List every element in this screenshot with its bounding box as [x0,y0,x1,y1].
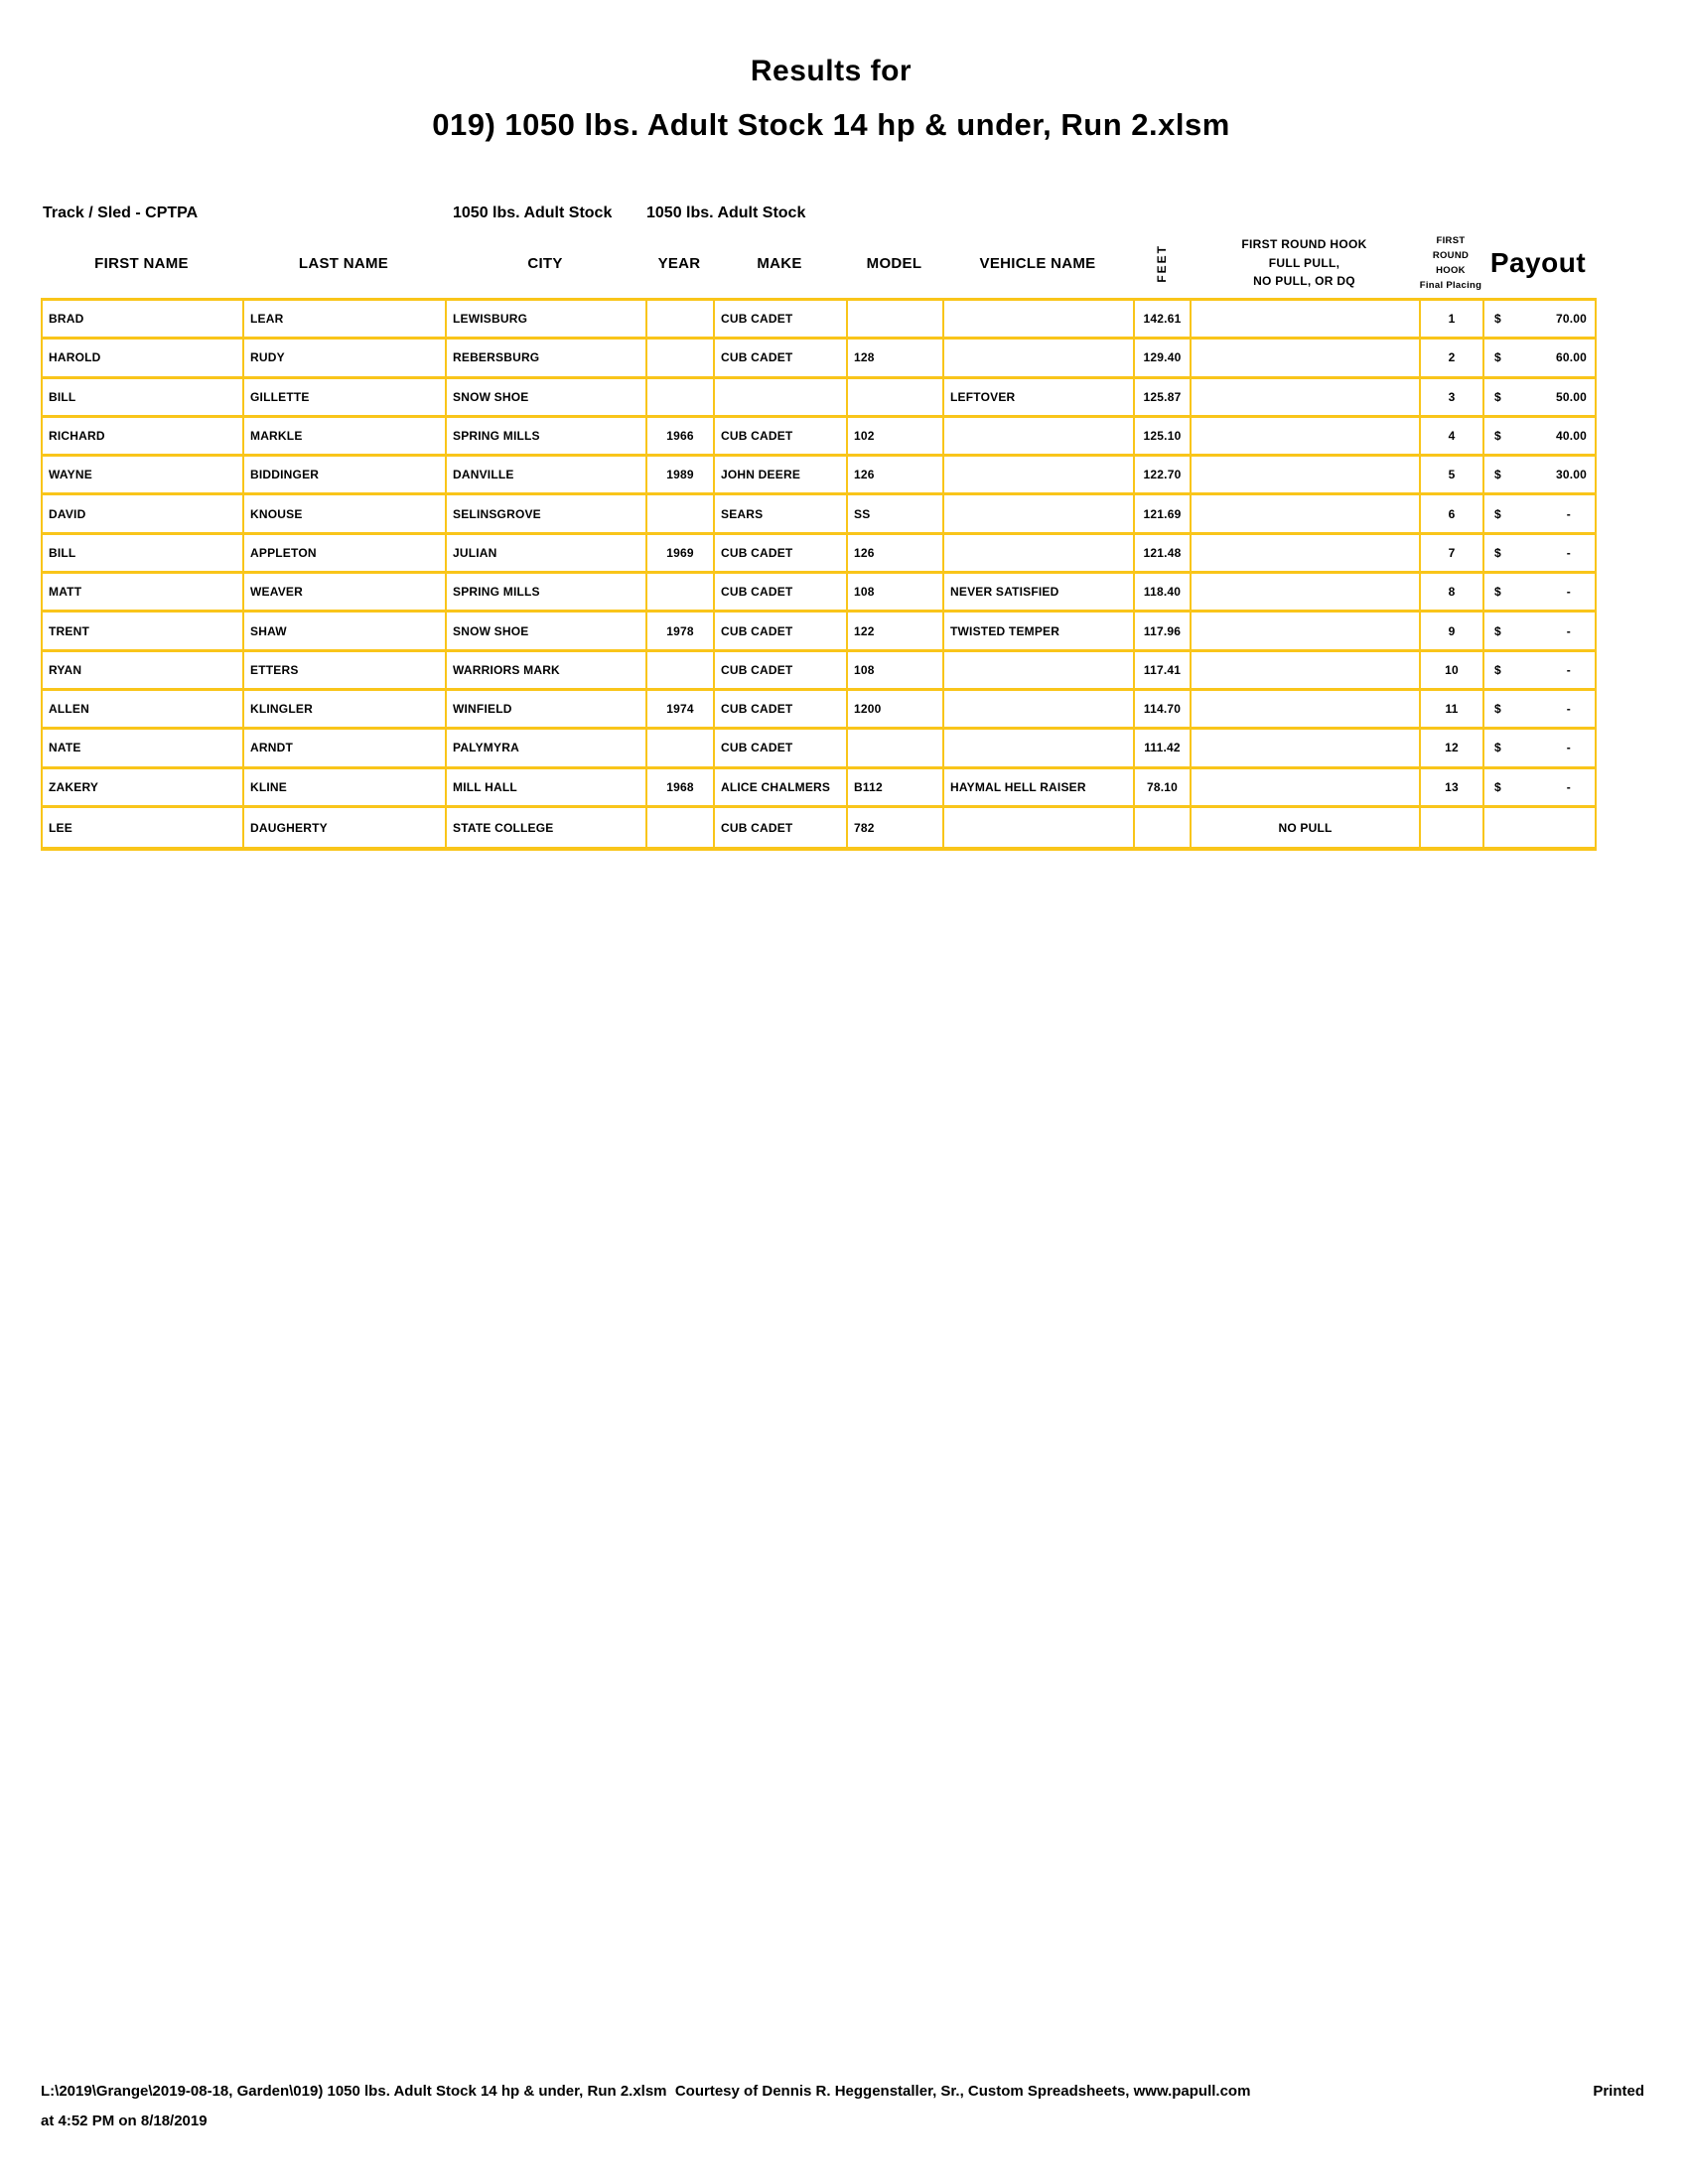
cell-placing: 6 [1421,495,1484,534]
payout-amount: 50.00 [1555,389,1587,404]
cell-last-name: WEAVER [244,574,447,613]
cell-vehicle-name [944,457,1135,495]
cell-make: CUB CADET [715,535,848,574]
cell-first-name: DAVID [43,495,244,534]
cell-feet: 111.42 [1135,730,1192,768]
cell-feet [1135,808,1192,847]
cell-hook-result [1192,379,1421,418]
cell-placing: 1 [1421,301,1484,340]
cell-hook-result: NO PULL [1192,808,1421,847]
cell-year [647,340,715,378]
cell-year: 1989 [647,457,715,495]
cell-year: 1974 [647,691,715,730]
cell-last-name: MARKLE [244,418,447,457]
cell-year [647,301,715,340]
cell-make: CUB CADET [715,301,848,340]
cell-placing: 10 [1421,652,1484,691]
cell-year [647,495,715,534]
cell-feet: 125.10 [1135,418,1192,457]
cell-first-name: LEE [43,808,244,847]
payout-amount: 30.00 [1555,468,1587,482]
cell-model: 128 [848,340,944,378]
cell-vehicle-name [944,340,1135,378]
cell-feet: 117.41 [1135,652,1192,691]
cell-model: SS [848,495,944,534]
page-subtitle-filename: 019) 1050 lbs. Adult Stock 14 hp & under, Run 2.xlsm [432,107,1230,142]
cell-placing: 13 [1421,769,1484,808]
cell-make: CUB CADET [715,808,848,847]
cell-payout [1484,730,1596,768]
cell-first-name: NATE [43,730,244,768]
cell-first-name: BILL [43,379,244,418]
cell-year: 1968 [647,769,715,808]
cell-placing: 8 [1421,574,1484,613]
payout-amount: - [1566,585,1571,600]
cell-make: JOHN DEERE [715,457,848,495]
header-year: YEAR [657,254,701,272]
cell-hook-result [1192,495,1421,534]
cell-payout [1484,418,1596,457]
payout-currency: $ [1494,312,1501,327]
cell-feet: 142.61 [1135,301,1192,340]
cell-model: 108 [848,574,944,613]
cell-model [848,379,944,418]
cell-year [647,652,715,691]
payout-currency: $ [1494,506,1501,521]
cell-first-name: BRAD [43,301,244,340]
cell-payout [1484,652,1596,691]
payout-currency: $ [1494,779,1501,794]
cell-feet: 122.70 [1135,457,1192,495]
cell-vehicle-name [944,730,1135,768]
cell-vehicle-name [944,418,1135,457]
cell-vehicle-name [944,495,1135,534]
cell-vehicle-name [944,808,1135,847]
header-hook-line3: NO PULL, OR DQ [1253,274,1355,289]
cell-last-name: KNOUSE [244,495,447,534]
header-final-placing [1419,233,1482,294]
cell-city: JULIAN [447,535,647,574]
cell-placing: 11 [1421,691,1484,730]
cell-feet: 129.40 [1135,340,1192,378]
class-name-right: 1050 lbs. Adult Stock [646,205,806,221]
header-hook-line1: FIRST ROUND HOOK [1241,237,1367,252]
cell-city: MILL HALL [447,769,647,808]
header-placing-line3: Final Placing [1419,280,1482,292]
cell-last-name: ARNDT [244,730,447,768]
cell-city: SPRING MILLS [447,574,647,613]
payout-amount: - [1566,741,1571,755]
payout-currency: $ [1494,702,1501,717]
payout-currency: $ [1494,623,1501,638]
cell-feet: 78.10 [1135,769,1192,808]
cell-hook-result [1192,301,1421,340]
cell-feet: 117.96 [1135,613,1192,651]
cell-city: SNOW SHOE [447,379,647,418]
cell-first-name: MATT [43,574,244,613]
cell-year [647,808,715,847]
cell-year: 1969 [647,535,715,574]
cell-last-name: APPLETON [244,535,447,574]
footer-file-path: L:\2019\Grange\2019-08-18, Garden\019) 1050 lbs. Adult Stock 14 hp & under, Run 2.xlsm Courtesy of Dennis R. Heggenstaller, Sr., Custom Spreadsheets, www.papull.com [41,2083,1251,2100]
cell-hook-result [1192,769,1421,808]
payout-currency: $ [1494,389,1501,404]
cell-hook-result [1192,457,1421,495]
header-last-name: LAST NAME [298,254,389,272]
cell-first-name: BILL [43,535,244,574]
footer-printed-label: Printed [1593,2083,1644,2100]
cell-placing: 5 [1421,457,1484,495]
cell-payout [1484,769,1596,808]
cell-city: PALYMYRA [447,730,647,768]
payout-amount: - [1566,506,1571,521]
cell-placing: 3 [1421,379,1484,418]
cell-model: 122 [848,613,944,651]
cell-placing: 12 [1421,730,1484,768]
header-make: MAKE [757,254,802,272]
cell-make: CUB CADET [715,691,848,730]
cell-hook-result [1192,730,1421,768]
cell-placing: 4 [1421,418,1484,457]
cell-payout [1484,613,1596,651]
cell-city: STATE COLLEGE [447,808,647,847]
header-first-name: FIRST NAME [94,254,189,272]
cell-first-name: RYAN [43,652,244,691]
payout-currency: $ [1494,662,1501,677]
payout-amount: - [1566,623,1571,638]
footer-timestamp: at 4:52 PM on 8/18/2019 [41,2113,208,2129]
cell-model: B112 [848,769,944,808]
payout-amount: - [1566,662,1571,677]
cell-placing: 7 [1421,535,1484,574]
cell-city: WINFIELD [447,691,647,730]
cell-vehicle-name [944,691,1135,730]
track-sled-label: Track / Sled - CPTPA [43,205,199,221]
header-vehicle-name: VEHICLE NAME [979,254,1096,272]
header-model: MODEL [866,254,922,272]
cell-first-name: ALLEN [43,691,244,730]
cell-payout [1484,379,1596,418]
cell-year [647,730,715,768]
class-name-left: 1050 lbs. Adult Stock [453,205,613,221]
payout-currency: $ [1494,545,1501,560]
results-grid [41,298,1597,851]
cell-feet: 121.69 [1135,495,1192,534]
cell-payout [1484,691,1596,730]
cell-make: CUB CADET [715,418,848,457]
cell-model: 108 [848,652,944,691]
cell-vehicle-name [944,535,1135,574]
cell-hook-result [1192,535,1421,574]
cell-last-name: SHAW [244,613,447,651]
cell-last-name: ETTERS [244,652,447,691]
header-placing-line2: HOOK [1436,265,1466,276]
cell-first-name: ZAKERY [43,769,244,808]
cell-city: DANVILLE [447,457,647,495]
cell-year [647,574,715,613]
cell-make: CUB CADET [715,730,848,768]
payout-currency: $ [1494,429,1501,444]
cell-hook-result [1192,574,1421,613]
cell-model: 782 [848,808,944,847]
cell-city: SPRING MILLS [447,418,647,457]
cell-last-name: DAUGHERTY [244,808,447,847]
cell-city: WARRIORS MARK [447,652,647,691]
header-payout: Payout [1489,247,1587,278]
cell-model [848,301,944,340]
cell-model: 126 [848,535,944,574]
cell-year [647,379,715,418]
cell-hook-result [1192,340,1421,378]
cell-first-name: WAYNE [43,457,244,495]
cell-first-name: RICHARD [43,418,244,457]
cell-model: 102 [848,418,944,457]
cell-city: LEWISBURG [447,301,647,340]
cell-model: 126 [848,457,944,495]
header-first-round-hook [1190,235,1419,291]
payout-amount: 70.00 [1555,312,1587,327]
page-title: Results for [750,55,913,87]
payout-amount: 60.00 [1555,350,1587,365]
cell-payout [1484,808,1596,847]
cell-feet: 125.87 [1135,379,1192,418]
cell-vehicle-name: HAYMAL HELL RAISER [944,769,1135,808]
cell-placing: 2 [1421,340,1484,378]
cell-payout [1484,495,1596,534]
payout-currency: $ [1494,585,1501,600]
cell-make: CUB CADET [715,652,848,691]
cell-model [848,730,944,768]
cell-feet: 121.48 [1135,535,1192,574]
cell-make: SEARS [715,495,848,534]
cell-hook-result [1192,613,1421,651]
cell-year: 1966 [647,418,715,457]
payout-amount: - [1566,702,1571,717]
cell-last-name: KLINGLER [244,691,447,730]
cell-last-name: RUDY [244,340,447,378]
cell-vehicle-name: LEFTOVER [944,379,1135,418]
cell-first-name: TRENT [43,613,244,651]
cell-hook-result [1192,652,1421,691]
cell-hook-result [1192,418,1421,457]
cell-city: REBERSBURG [447,340,647,378]
payout-currency: $ [1494,468,1501,482]
cell-make: CUB CADET [715,574,848,613]
cell-make: ALICE CHALMERS [715,769,848,808]
header-hook-line2: FULL PULL, [1268,255,1340,270]
payout-currency: $ [1494,350,1501,365]
cell-payout [1484,301,1596,340]
cell-vehicle-name [944,652,1135,691]
cell-feet: 114.70 [1135,691,1192,730]
cell-payout [1484,340,1596,378]
cell-make: CUB CADET [715,613,848,651]
cell-city: SNOW SHOE [447,613,647,651]
cell-last-name: LEAR [244,301,447,340]
payout-amount: 40.00 [1555,429,1587,444]
cell-last-name: KLINE [244,769,447,808]
cell-last-name: BIDDINGER [244,457,447,495]
cell-vehicle-name [944,301,1135,340]
cell-make [715,379,848,418]
payout-currency: $ [1494,741,1501,755]
payout-amount: - [1566,545,1571,560]
header-placing-line1: FIRST ROUND [1432,234,1470,261]
cell-feet: 118.40 [1135,574,1192,613]
cell-model: 1200 [848,691,944,730]
cell-payout [1484,457,1596,495]
cell-first-name: HAROLD [43,340,244,378]
header-feet-rotated: FEET [1154,243,1169,283]
cell-make: CUB CADET [715,340,848,378]
header-city: CITY [527,254,563,272]
cell-payout [1484,535,1596,574]
cell-city: SELINSGROVE [447,495,647,534]
cell-year: 1978 [647,613,715,651]
cell-hook-result [1192,691,1421,730]
cell-vehicle-name: NEVER SATISFIED [944,574,1135,613]
cell-payout [1484,574,1596,613]
cell-vehicle-name: TWISTED TEMPER [944,613,1135,651]
cell-placing [1421,808,1484,847]
table-header-row [41,230,1597,296]
cell-last-name: GILLETTE [244,379,447,418]
payout-amount: - [1566,779,1571,794]
cell-placing: 9 [1421,613,1484,651]
